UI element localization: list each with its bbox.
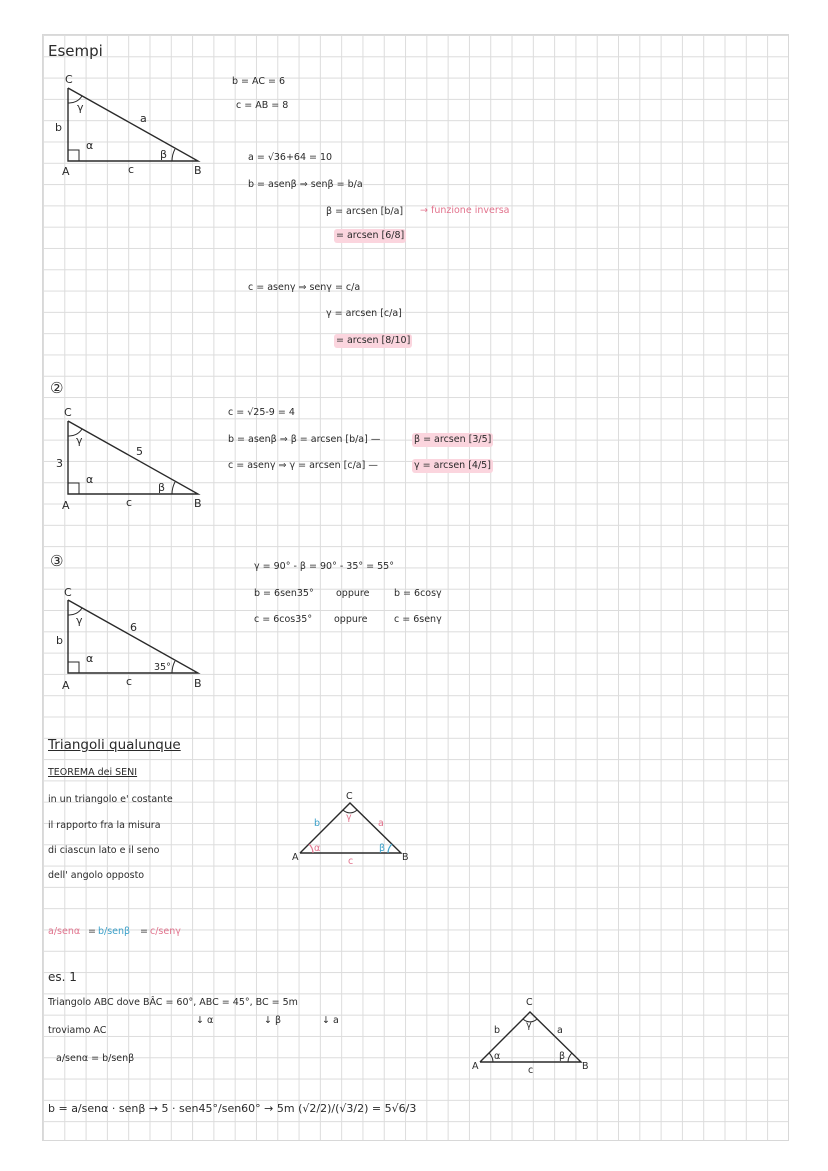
label-vertex-c: C — [346, 791, 353, 802]
es1-final: b = a/senα · senβ → 5 · sen45°/sen60° → 5m (√2/2)/(√3/2) = 5√6/3 — [48, 1102, 417, 1115]
es1-arrow: ↓ α — [196, 1015, 214, 1026]
es1-ratio: a/senα = b/senβ — [56, 1053, 135, 1064]
es1-arrow: ↓ a — [322, 1015, 339, 1026]
label-vertex-a: A — [62, 165, 70, 178]
ex3-line: b = 6cosγ — [394, 588, 442, 599]
es1-title: es. 1 — [48, 970, 77, 984]
ex1-line: a = √36+64 = 10 — [248, 152, 333, 163]
label-side-b: b — [56, 634, 63, 647]
sine-law-term-a: a/senα — [48, 926, 81, 937]
label-alpha: α — [86, 139, 94, 152]
label-side-c: c — [126, 496, 133, 509]
label-side-a: a — [378, 818, 384, 829]
ex3-line: c = 6senγ — [394, 614, 442, 625]
ex3-line: c = 6cos35° — [254, 614, 313, 625]
ex1-line: b = AC = 6 — [232, 76, 286, 87]
label-vertex-b: B — [402, 852, 409, 863]
label-beta: β — [379, 843, 386, 854]
label-vertex-c: C — [64, 586, 72, 599]
example2-number: ② — [50, 379, 64, 397]
es1-arrow: ↓ β — [264, 1015, 282, 1026]
label-side-a: a — [140, 112, 147, 125]
label-side-b: b — [55, 121, 62, 134]
label-hypotenuse: 5 — [136, 445, 143, 458]
ex2-line: b = asenβ ⇒ β = arcsen [b/a] — — [228, 434, 381, 445]
label-beta: β — [158, 481, 166, 494]
label-alpha: α — [86, 473, 94, 486]
label-vertex-c: C — [64, 406, 72, 419]
label-vertex-a: A — [62, 499, 70, 512]
ex3-line: γ = 90° - β = 90° - 35° = 55° — [254, 561, 394, 572]
general-body-line: in un triangolo e' costante — [48, 794, 173, 805]
label-side-c: c — [348, 856, 354, 867]
label-beta: β — [559, 1051, 566, 1062]
ex1-line-highlight: = arcsen [8/10] — [336, 335, 411, 346]
sine-law-equals: = — [88, 926, 96, 937]
label-side-c: c — [126, 675, 133, 688]
label-angle-35: 35° — [154, 662, 171, 673]
label-vertex-b: B — [194, 497, 202, 510]
ex3-line: oppure — [334, 614, 368, 625]
label-vertex-b: B — [582, 1061, 589, 1072]
label-vertex-c: C — [65, 73, 73, 86]
label-alpha: α — [494, 1051, 501, 1062]
label-gamma: γ — [76, 614, 83, 627]
label-gamma: γ — [77, 101, 84, 114]
label-hypotenuse: 6 — [130, 621, 137, 634]
label-vertex-b: B — [194, 164, 202, 177]
section-title: Esempi — [48, 42, 103, 60]
sine-law-term-b: b/senβ — [98, 926, 131, 937]
label-leg: 3 — [56, 457, 63, 470]
ex2-line-highlight: γ = arcsen [4/5] — [414, 460, 491, 471]
sine-law-equals: = — [140, 926, 148, 937]
general-body-line: di ciascun lato e il seno — [48, 845, 160, 856]
ex2-line: c = asenγ ⇒ γ = arcsen [c/a] — — [228, 460, 378, 471]
general-body-line: dell' angolo opposto — [48, 870, 145, 881]
label-vertex-a: A — [62, 679, 70, 692]
es1-line2: troviamo AC — [48, 1025, 107, 1036]
ex1-line: b = asenβ ⇒ senβ = b/a — [248, 179, 363, 190]
es1-line1: Triangolo ABC dove BÂC = 60°, ABC = 45°, BC = 5m — [48, 997, 298, 1008]
example3-number: ③ — [50, 552, 64, 570]
label-alpha: α — [314, 843, 321, 854]
general-body-line: il rapporto fra la misura — [48, 820, 161, 831]
label-side-b: b — [314, 818, 321, 829]
label-gamma: γ — [76, 434, 83, 447]
ex2-line: c = √25-9 = 4 — [228, 407, 295, 418]
label-alpha: α — [86, 652, 94, 665]
ex1-line: γ = arcsen [c/a] — [326, 308, 402, 319]
label-side-a: a — [557, 1025, 563, 1036]
ex2-line-highlight: β = arcsen [3/5] — [414, 434, 492, 445]
ex3-line: oppure — [336, 588, 370, 599]
ex3-line: b = 6sen35° — [254, 588, 314, 599]
ex1-line: c = asenγ ⇒ senγ = c/a — [248, 282, 361, 293]
label-side-c: c — [128, 163, 135, 176]
ex1-line: c = AB = 8 — [236, 100, 289, 111]
general-subtitle: TEOREMA dei SENI — [48, 767, 138, 778]
ex1-line: β = arcsen [b/a] — [326, 206, 404, 217]
label-gamma: γ — [526, 1020, 532, 1031]
ex1-note-inverse: → funzione inversa — [420, 205, 510, 216]
label-side-b: b — [494, 1025, 501, 1036]
label-vertex-b: B — [194, 677, 202, 690]
label-vertex-a: A — [472, 1061, 479, 1072]
label-beta: β — [160, 148, 168, 161]
label-vertex-c: C — [526, 997, 533, 1008]
label-vertex-a: A — [292, 852, 299, 863]
label-gamma: γ — [346, 812, 352, 823]
general-title: Triangoli qualunque — [48, 737, 181, 753]
label-side-c: c — [528, 1065, 534, 1076]
ex1-line-highlight: = arcsen [6/8] — [336, 230, 405, 241]
sine-law-term-c: c/senγ — [150, 926, 181, 937]
